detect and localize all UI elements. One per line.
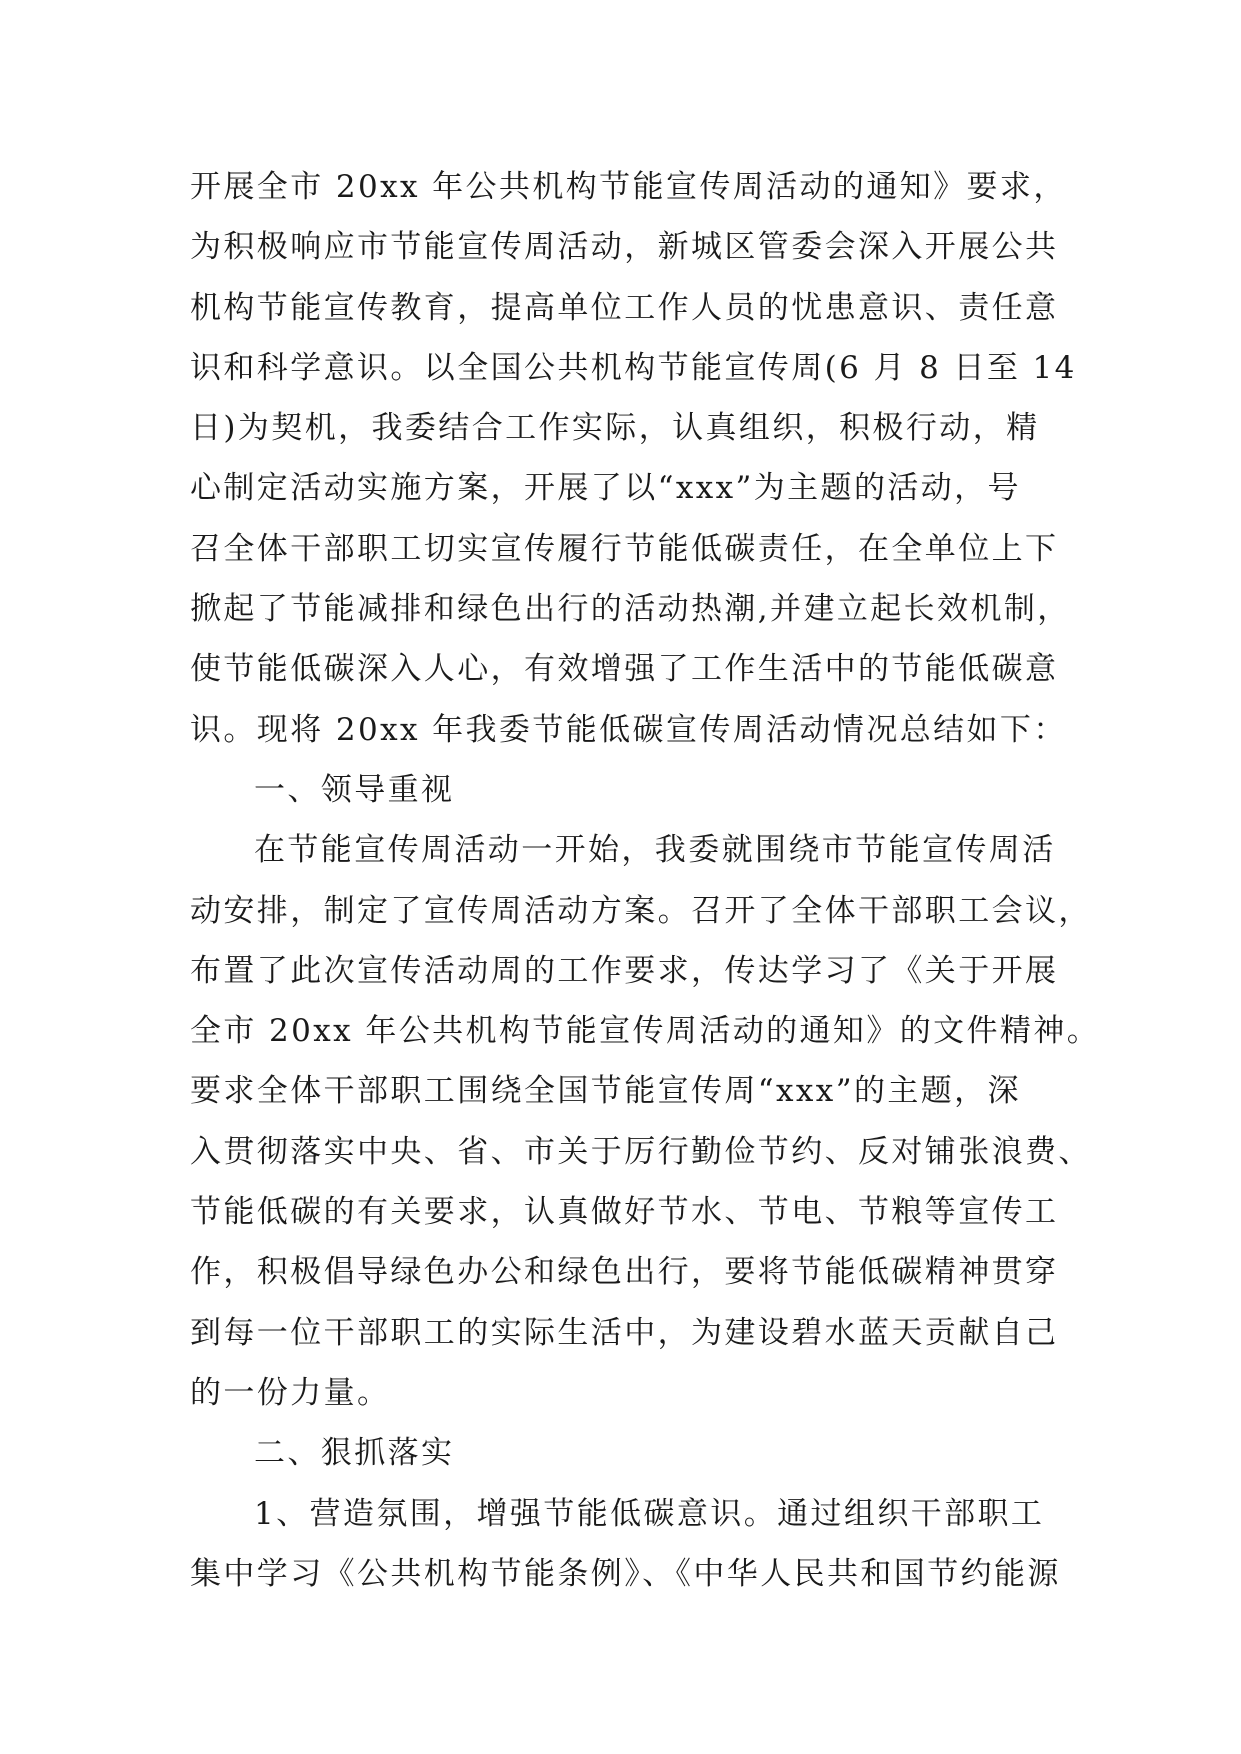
text-line: 的一份力量。: [190, 1374, 391, 1411]
document-body: [190, 157, 1101, 1604]
text-line: 日)为契机，我委结合工作实际，认真组织，积极行动，精: [190, 410, 1040, 447]
text-line: 节能低碳的有关要求，认真做好节水、节电、节粮等宣传工: [190, 1194, 1059, 1231]
text-line: 全市 20xx 年公共机构节能宣传周活动的通知》的文件精神。: [190, 1013, 1101, 1050]
text-line: 为积极响应市节能宣传周活动，新城区管委会深入开展公共: [190, 229, 1059, 266]
section-heading: 一、领导重视: [254, 771, 455, 808]
text-line: 识和科学意识。以全国公共机构节能宣传周(6 月 8 日至 14: [190, 349, 1077, 386]
text-line: 入贯彻落实中央、省、市关于厉行勤俭节约、反对铺张浪费、: [190, 1133, 1092, 1170]
paragraph-start: 1、营造氛围，增强节能低碳意识。通过组织干部职工: [254, 1495, 1045, 1532]
text-line: 开展全市 20xx 年公共机构节能宣传周活动的通知》要求，: [190, 169, 1067, 205]
text-line: 召全体干部职工切实宣传履行节能低碳责任，在全单位上下: [190, 530, 1059, 567]
text-line: 心制定活动实施方案，开展了以“xxx”为主题的活动，号: [190, 470, 1021, 507]
text-line: 动安排，制定了宣传周活动方案。召开了全体干部职工会议，: [190, 892, 1092, 929]
text-line: 作，积极倡导绿色办公和绿色出行，要将节能低碳精神贯穿: [190, 1254, 1059, 1291]
text-line: 到每一位干部职工的实际生活中，为建设碧水蓝天贡献自己: [190, 1314, 1059, 1351]
text-line: 识。现将 20xx 年我委节能低碳宣传周活动情况总结如下：: [190, 711, 1067, 748]
text-line: 要求全体干部职工围绕全国节能宣传周“xxx”的主题，深: [190, 1073, 1021, 1110]
section-heading: 二、狠抓落实: [254, 1435, 455, 1472]
paragraph-start: 在节能宣传周活动一开始，我委就围绕市节能宣传周活: [254, 832, 1056, 869]
text-line: 使节能低碳深入人心，有效增强了工作生活中的节能低碳意: [190, 651, 1059, 688]
text-line: 集中学习《公共机构节能条例》、《中华人民共和国节约能源: [190, 1555, 1061, 1592]
text-line: 掀起了节能减排和绿色出行的活动热潮,并建立起长效机制，: [190, 591, 1071, 628]
text-line: 布置了此次宣传活动周的工作要求，传达学习了《关于开展: [190, 952, 1059, 989]
text-line: 机构节能宣传教育，提高单位工作人员的忧患意识、责任意: [190, 289, 1059, 326]
